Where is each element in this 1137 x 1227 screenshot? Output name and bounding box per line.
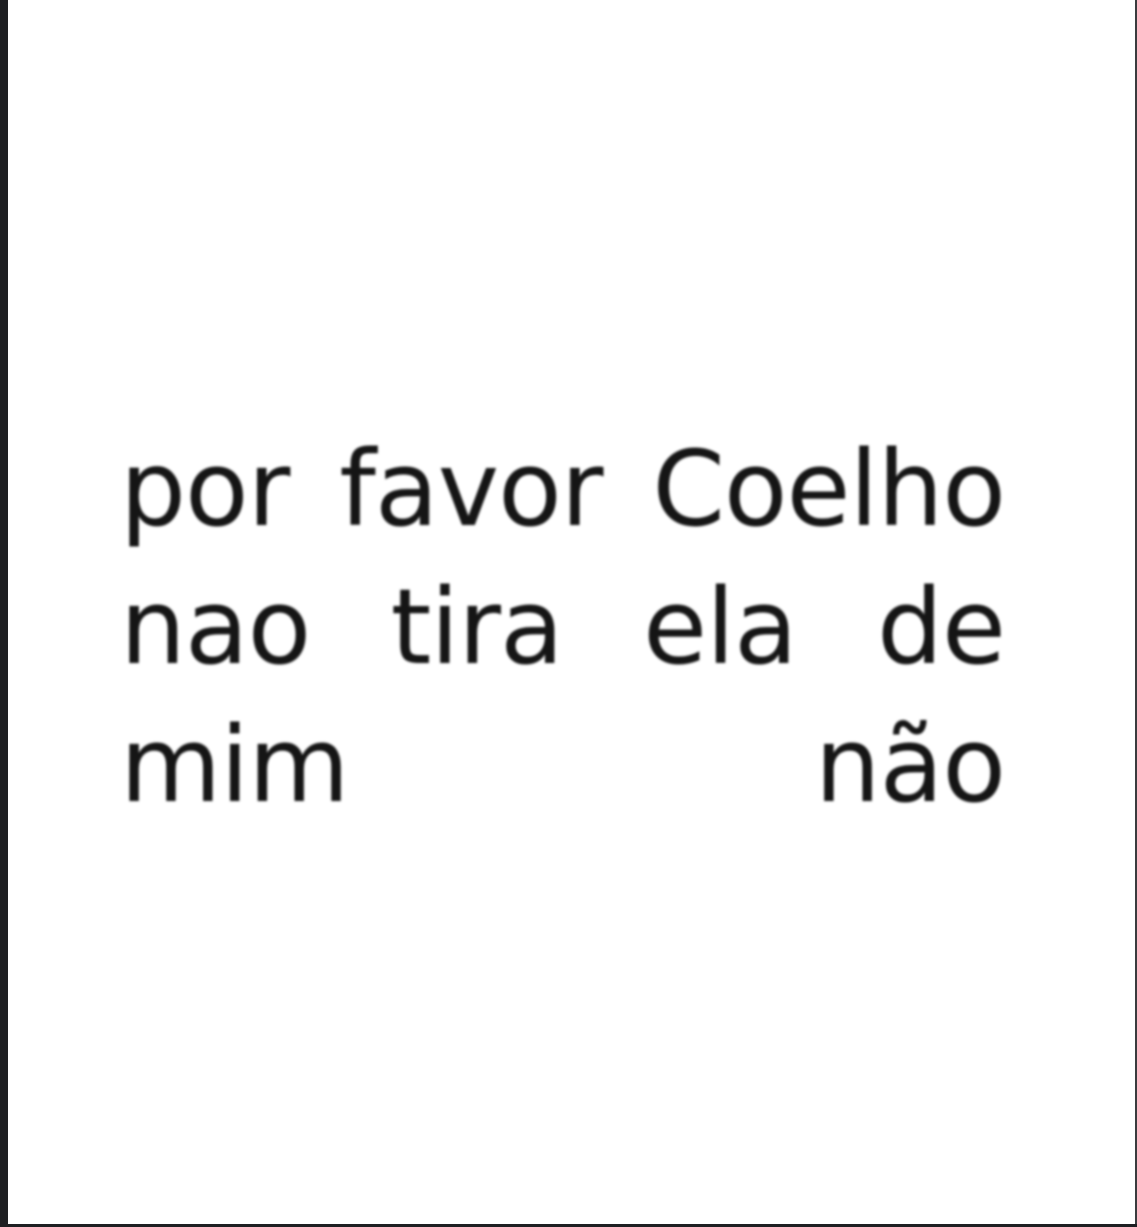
text-line-3 <box>120 696 1005 834</box>
caption-text <box>120 420 1005 834</box>
word: nao <box>120 566 311 688</box>
word: Coelho <box>652 428 1005 550</box>
word: de <box>877 566 1005 688</box>
word: favor <box>339 428 603 550</box>
word: ela <box>643 566 797 688</box>
left-border <box>0 0 8 1227</box>
word: por <box>120 428 290 550</box>
word: não <box>814 704 1005 826</box>
word: tira <box>390 566 563 688</box>
word: mim <box>120 704 349 826</box>
text-line-2 <box>120 558 1005 696</box>
text-line-1 <box>120 420 1005 558</box>
